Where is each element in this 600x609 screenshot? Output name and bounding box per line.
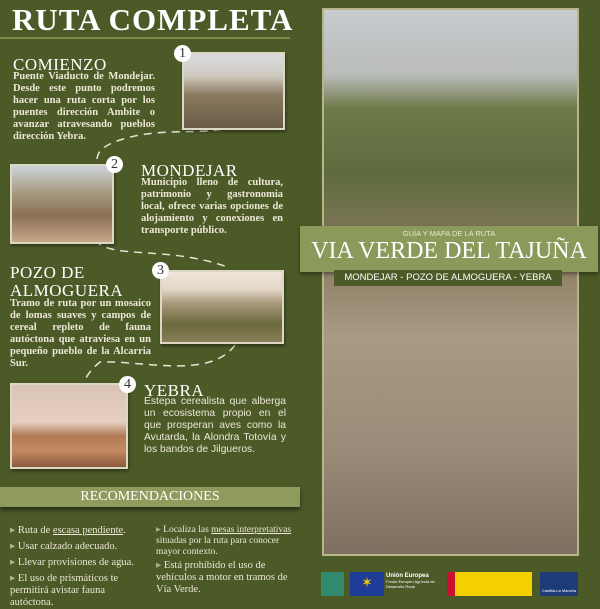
stop-1-photo [182, 52, 285, 130]
banner-kicker: GUÍA Y MAPA DE LA RUTA [402, 229, 496, 238]
leader-logo [321, 572, 344, 596]
stop-1-name: COMIENZO [13, 55, 107, 74]
stop-2-name: MONDEJAR [141, 161, 238, 180]
stop-2-photo [10, 164, 114, 244]
stop-4-number: 4 [119, 376, 136, 393]
stop-4-name: YEBRA [144, 381, 205, 400]
stop-1-number: 1 [174, 45, 191, 62]
stop-3-number: 3 [152, 262, 169, 279]
stop-4-photo [10, 383, 128, 469]
rec-item: ▸ Llevar provisiones de agua. [10, 557, 150, 569]
title-banner [300, 226, 598, 272]
page-title: RUTA COMPLETA [12, 2, 294, 37]
stop-2-text: Municipio lleno de cultura, patrimonio y gastronomia local, ofrece varias opciones de alojamiento y conexiones en transporte público. [141, 177, 283, 236]
rec-item: ▸ Ruta de escasa pendiente. [10, 525, 150, 537]
banner-subtitle: MONDEJAR - POZO DE ALMOGUERA - YEBRA [334, 270, 562, 286]
recommendations-right [156, 525, 296, 596]
banner-title: VIA VERDE DEL TAJUÑA [311, 238, 587, 264]
stop-3-text: Tramo de ruta por un mosaico de lomas suaves y campos de cereal repleto de fauna autóctona que atraviesa en un pequeño pueblo de la Alcarria Sur. [10, 298, 151, 369]
rec-item: ▸ Localiza las mesas interpretativas situadas por la ruta para conocer mayor contexto. [156, 525, 296, 558]
stop-3-photo [160, 270, 284, 344]
stop-2-number: 2 [106, 156, 123, 173]
rec-item: ▸ El uso de prismáticos te permitirá avistar fauna autóctona. [10, 573, 150, 609]
recommendations-heading: RECOMENDACIONES [0, 487, 300, 507]
eu-flag-icon: ✶ [350, 572, 384, 596]
eu-label: Unión Europea Fondo Europeo Agrícola de Desarrollo Rural [386, 573, 435, 589]
recommendations-left [10, 525, 150, 609]
spain-government-logo [447, 572, 532, 596]
castilla-la-mancha-logo: Castilla-La Mancha [540, 572, 578, 596]
rec-item: ▸ Está prohibido el uso de vehículos a motor en tramos de Vía Verde. [156, 560, 296, 596]
stop-4-text: Estepa cerealista que alberga un ecosistema propio en el que prosperan aves como la Avutarda, la Alondra Totovía y los bandos de Jilgueros. [144, 396, 286, 455]
stop-3-name: POZO DE ALMOGUERA [10, 263, 124, 300]
stop-1-text: Puente Viaducto de Mondejar. Desde este punto podremos hacer una ruta corta por los puentes dirección Ambite o avanzar atravesando pueblos dirección Yebra. [13, 71, 155, 142]
rec-item: ▸ Usar calzado adecuado. [10, 541, 150, 553]
